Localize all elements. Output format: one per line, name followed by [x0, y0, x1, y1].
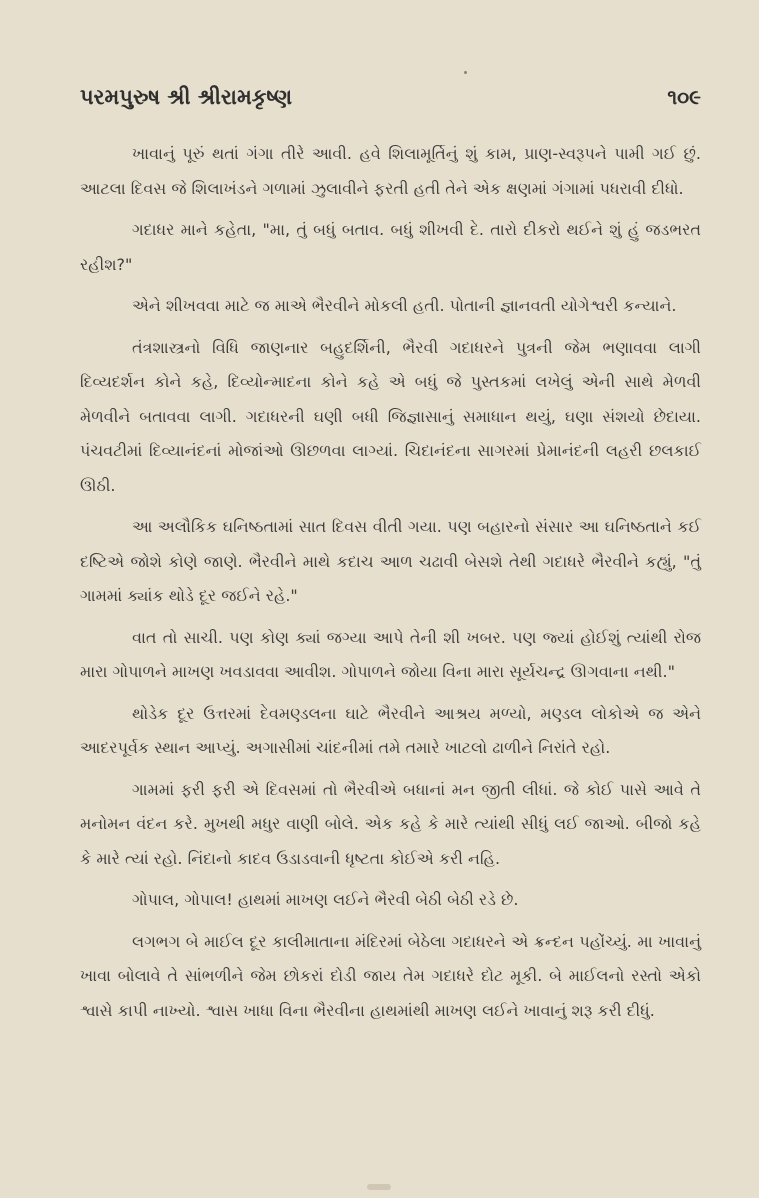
paragraph: વાત તો સાચી. પણ કોણ ક્યાં જગ્યા આપે તેની શી ખબર. પણ જ્યાં હોઈશું ત્યાંથી રોજ મારા ગોપાળને માખણ ખવડાવવા આવીશ. ગોપાળને જોયા વિના મારા સૂર્યચન્દ્ર ઊગવાના નથી."	[80, 627, 701, 681]
paragraph: ખાવાનું પૂરું થતાં ગંગા તીરે આવી. હવે શિલામૂર્તિનું શું કામ, પ્રાણ-સ્વરૂપને પામી ગઈ છું. આટલા દિવસ જે શિલાખંડને ગળામાં ઝુલાવીને ફરતી હતી તેને એક ક્ષણમાં ગંગામાં પધરાવી દીધો.	[80, 144, 701, 198]
paragraph: તંત્રશાસ્ત્રનો વિધિ જાણનાર બહુદર્શિની, ભૈરવી ગદાધરને પુત્રની જેમ ભણાવવા લાગી દિવ્યદર્શન કોને કહે, દિવ્યોન્માદના કોને કહે એ બધું જે પુસ્તકમાં લખેલું એની સાથે મેળવી મેળવીને બતાવવા લાગી. ગદાધરની ઘણી બધી જિજ્ઞાસાનું સમાધાન થયું, ઘણા સંશયો છેદાયા. પંચવટીમાં દિવ્યાનંદનાં મોજાંઓ ઊછળવા લાગ્યાં. ચિદાનંદના સાગરમાં પ્રેમાનંદની લહરી છલકાઈ ઊઠી.	[80, 337, 701, 495]
paragraph: ગામમાં ફરી ફરી એ દિવસમાં તો ભૈરવીએ બધાનાં મન જીતી લીધાં. જે કોઈ પાસે આવે તે મનોમન વંદન કરે. મુખથી મધુર વાણી બોલે. એક કહે કે મારે ત્યાંથી સીધું લઈ જાઓ. બીજો કહે કે મારે ત્યાં રહો. નિંદાનો કાદવ ઉડાડવાની ધૃષ્ટતા કોઈએ કરી નહિ.	[80, 779, 701, 868]
paragraph: ગોપાલ, ગોપાલ! હાથમાં માખણ લઈને ભૈરવી બેઠી બેઠી રડે છે.	[132, 890, 519, 909]
running-header	[80, 85, 701, 119]
paper-speck	[464, 71, 467, 74]
paper-smudge	[367, 1184, 391, 1190]
paragraph: આ અલૌકિક ઘનિષ્ઠતામાં સાત દિવસ વીતી ગયા. પણ બહારનો સંસાર આ ઘનિષ્ઠતાને કઈ દષ્ટિએ જોશે કોણે જાણે. ભૈરવીને માથે કદાચ આળ ચઢાવી બેસશે તેથી ગદાધરે ભૈરવીને કહ્યું, "તું ગામમાં ક્યાંક થોડે દૂર જઈને રહે."	[80, 517, 701, 605]
running-title: પરમપુરુષ શ્રી શ્રીરામકૃષ્ણ	[80, 85, 293, 109]
paragraph: લગભગ બે માઈલ દૂર કાલીમાતાના મંદિરમાં બેઠેલા ગદાધરને એ ક્રન્દન પહોંચ્યું. મા ખાવાનું ખાવા બોલાવે તે સાંભળીને જેમ છોકરાં દોડી જાય તેમ ગદાધરે દોટ મૂકી. બે માઈલનો રસ્તો એકો શ્વાસે કાપી નાખ્યો. શ્વાસ ખાધા વિના ભૈરવીના હાથમાંથી માખણ લઈને ખાવાનું શરૂ કરી દીધું.	[80, 931, 701, 1020]
body-text	[80, 137, 701, 1028]
paragraph: થોડેક દૂર ઉત્તરમાં દેવમણ્ડલના ઘાટે ભૈરવીને આશ્રય મળ્યો, મણ્ડલ લોકોએ જ એને આદરપૂર્વક સ્થાન આપ્યું. અગાસીમાં ચાંદનીમાં તમે તમારે ખાટલો ઢાળીને નિરાંતે રહો.	[80, 703, 701, 757]
paragraph: એને શીખવવા માટે જ માએ ભૈરવીને મોકલી હતી. પોતાની જ્ઞાનવતી યોગેશ્વરી કન્યાને.	[132, 296, 677, 315]
paragraph: ગદાધર માને કહેતા, "મા, તું બધું બતાવ. બધું શીખવી દે. તારો દીકરો થઈને શું હું જડભરત રહીશ?"	[80, 220, 701, 274]
page-number: ૧૦૯	[667, 85, 701, 109]
